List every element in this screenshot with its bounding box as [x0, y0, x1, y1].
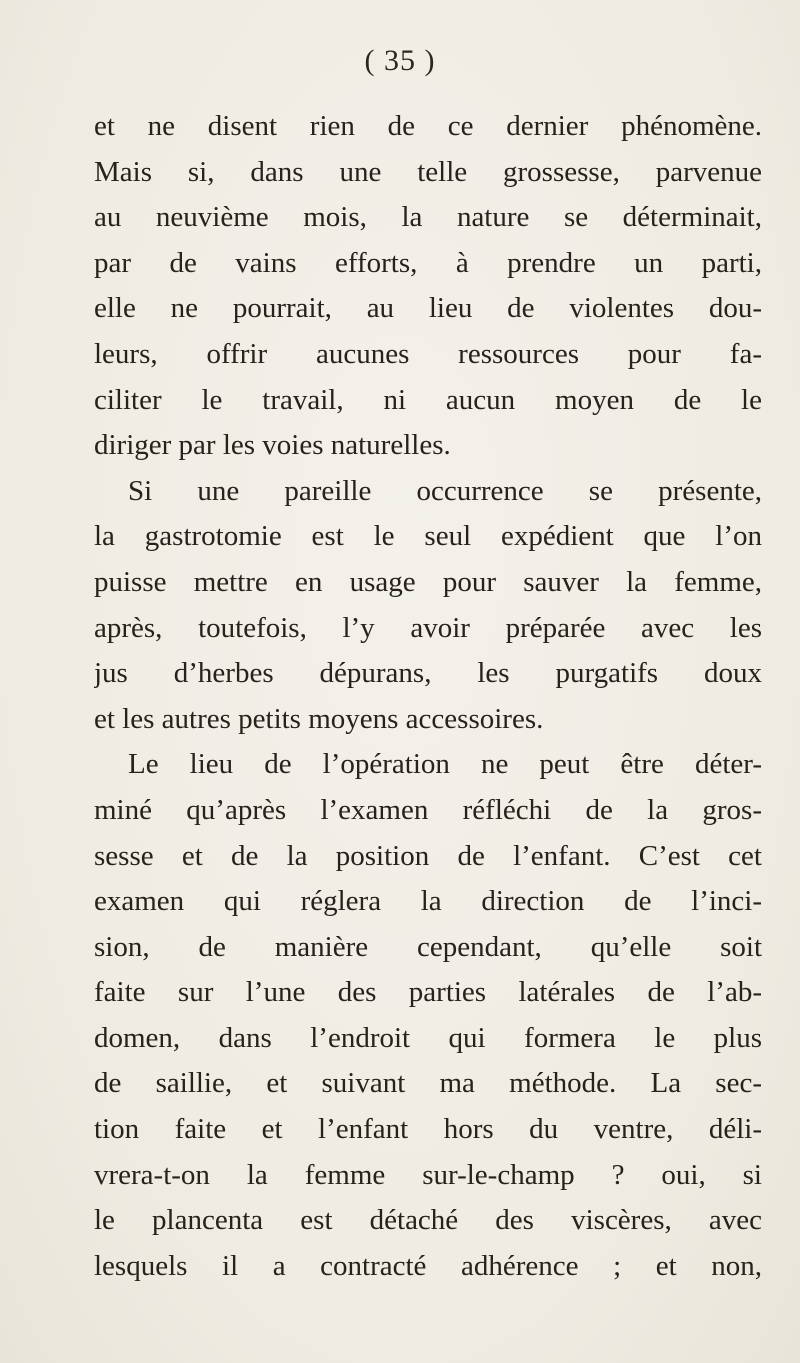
text-line: faite sur l’une des parties latérales de l’ab-: [94, 976, 762, 1009]
text-line: après, toutefois, l’y avoir préparée avec les: [94, 611, 762, 644]
text-line: de saillie, et suivant ma méthode. La sec-: [94, 1067, 762, 1100]
text-line: Le lieu de l’opération ne peut être déter-: [128, 748, 762, 781]
text-line: elle ne pourrait, au lieu de violentes dou-: [94, 292, 762, 325]
text-line: sesse et de la position de l’enfant. C’est cet: [94, 839, 762, 872]
text-line: au neuvième mois, la nature se déterminait,: [94, 201, 762, 234]
text-line: examen qui réglera la direction de l’inci-: [94, 885, 762, 918]
text-line: ciliter le travail, ni aucun moyen de le: [94, 383, 762, 416]
text-line: par de vains efforts, à prendre un parti,: [94, 246, 762, 279]
text-line: et les autres petits moyens accessoires.: [94, 702, 544, 735]
text-line: Si une pareille occurrence se présente,: [128, 474, 762, 507]
text-line: diriger par les voies naturelles.: [94, 429, 451, 462]
text-line: sion, de manière cependant, qu’elle soit: [94, 930, 762, 963]
text-line: et ne disent rien de ce dernier phénomène.: [94, 110, 762, 142]
body-text: [94, 104, 762, 1289]
text-line: vrera-t-on la femme sur-le-champ ? oui, si: [94, 1158, 762, 1191]
text-line: Mais si, dans une telle grossesse, parvenue: [94, 155, 762, 188]
text-line: le plancenta est détaché des viscères, avec: [94, 1204, 762, 1237]
text-line: puisse mettre en usage pour sauver la femme,: [94, 565, 762, 598]
text-line: jus d’herbes dépurans, les purgatifs doux: [94, 657, 762, 690]
text-line: leurs, offrir aucunes ressources pour fa-: [94, 337, 762, 370]
text-line: miné qu’après l’examen réfléchi de la gros-: [94, 793, 762, 826]
text-line: tion faite et l’enfant hors du ventre, déli-: [94, 1113, 762, 1146]
page-number: ( 35 ): [364, 44, 436, 77]
text-line: domen, dans l’endroit qui formera le plus: [94, 1021, 762, 1054]
text-line: lesquels il a contracté adhérence ; et non,: [94, 1249, 762, 1282]
text-line: la gastrotomie est le seul expédient que l’on: [94, 520, 762, 553]
